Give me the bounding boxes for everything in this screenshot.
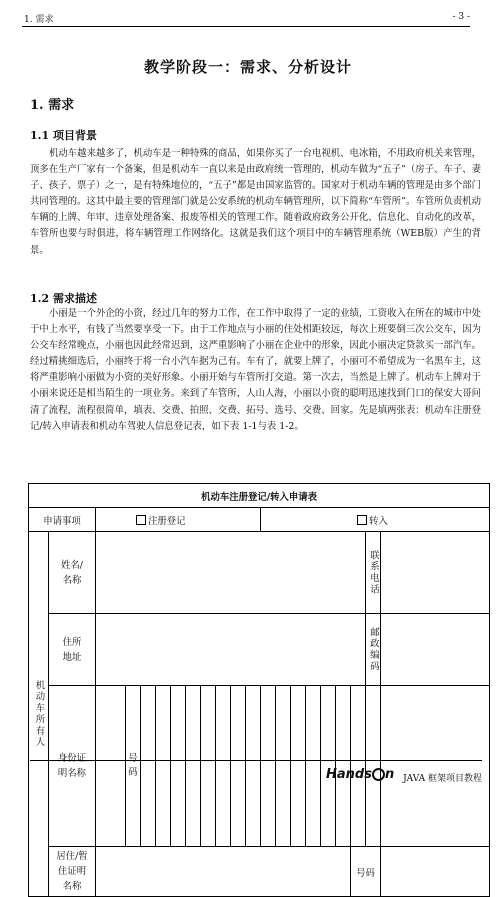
residence-permit-label: 居住/暂住证明名称 [56,851,88,892]
address-input[interactable] [96,614,366,686]
postal-label: 邮政编码 [368,626,379,673]
number-label: 号码 [128,753,138,778]
paragraph-requirements: 小丽是一个外企的小资，经过几年的努力工作，在工作中取得了一定的业绩，工资收入在所在的城市中处于中上水平，有钱了当然要享受一下。由于工作地点与小丽的住处相距较远，每次上班要倒三次公交车，因为公交车经常晚点，小丽也因此经常迟到，这严重影响了小丽在企业中的形象，因此小丽决定贷款买一部汽车。经过精挑细选后，小丽终于将一台小汽车据为己有。车有了，就要上牌了，小丽可不希望成为一名黑车主，这将严重影响小丽做为小资的美好形象。小丽开始与车管所打交道。第一次去，当然是上牌了。机动车上牌对于小丽来说还是相当陌生的一项业务。来到了车管所，人山人海，小丽以小资的聪明迅速找到门口的保安大哥问清了流程，流程很简单，填表、交费、拍照、交费、拓号、选号、交费、回家。先是填两张表：机动车注册登记/转入申请表和机动车驾驶人信息登记表，如下表 1-1与表 1-2。 [30,308,481,432]
address-label: 住所地址 [62,636,82,663]
residence-label-cell [49,847,96,897]
number2-label: 号码 [356,867,375,879]
address-label-cell [49,614,96,686]
name-input[interactable] [96,532,366,614]
name-label: 姓名/名称 [61,559,83,586]
checkbox-transfer[interactable] [357,515,367,525]
residence-number-input[interactable] [381,847,490,897]
checkbox-register[interactable] [136,515,146,525]
logo-text-a: Hands [326,767,372,782]
handson-logo [326,767,394,782]
footer-tagline: JAVA 框架项目教程 [403,774,482,784]
subsection-heading-1-1: 1.1 项目背景 [30,129,97,142]
apply-matter-label: 申请事项 [29,508,96,532]
registration-form-table [28,483,490,897]
contact-input[interactable] [381,532,490,614]
logo-ring-icon [372,768,385,781]
contact-label-cell [366,532,381,614]
subsection-heading-1-2: 1.2 需求描述 [30,292,97,305]
register-label: 注册登记 [148,515,186,527]
name-label-cell [49,532,96,614]
header-chapter: 1. 需求 [24,15,54,25]
contact-label: 联系电话 [368,549,379,596]
section-heading: 1. 需求 [30,98,75,113]
number2-label-cell [351,847,381,897]
postal-label-cell [366,614,381,686]
option-register[interactable] [96,508,261,532]
transfer-label: 转入 [369,515,388,527]
id-label: 身份证明名称 [57,753,87,779]
page-header [22,10,470,27]
page-title: 教学阶段一：需求、分析设计 [143,58,352,76]
form-title: 机动车注册登记/转入申请表 [29,484,490,508]
owner-label-cell [29,532,49,897]
header-page-number: - 3 - [452,12,470,22]
paragraph-background: 机动车越来越多了，机动车是一种特殊的商品，如果你买了一台电视机、电冰箱，不用政府机关来管理，顶多在生产厂家有一个备案，但是机动车一直以来是由政府统一管理的，机动车做为“五子”（房子、车子、妻子、孩子、票子）之一，是有特殊地位的，“五子”都是由国家监管的。国家对于机动车辆的管理是由多个部门共同管理的。这其中最主要的管理部门就是公安系统的机动车辆管理所，以下简称“车管所”。车管所负责机动车辆的上牌、年审、违章处理备案、报废等相关的管理工作。随着政府政务公开化、信息化、自动化的改革，车管所也要与时俱进，将车辆管理工作网络化。这就是我们这个项目中的车辆管理系统（WEB版）产生的背景。 [30,148,481,256]
page-footer [30,760,482,785]
option-transfer[interactable] [261,508,490,532]
logo-text-b: n [384,767,395,782]
postal-input[interactable] [381,614,490,686]
owner-label: 机动车所有人 [33,679,45,749]
residence-permit-input[interactable] [96,847,351,897]
